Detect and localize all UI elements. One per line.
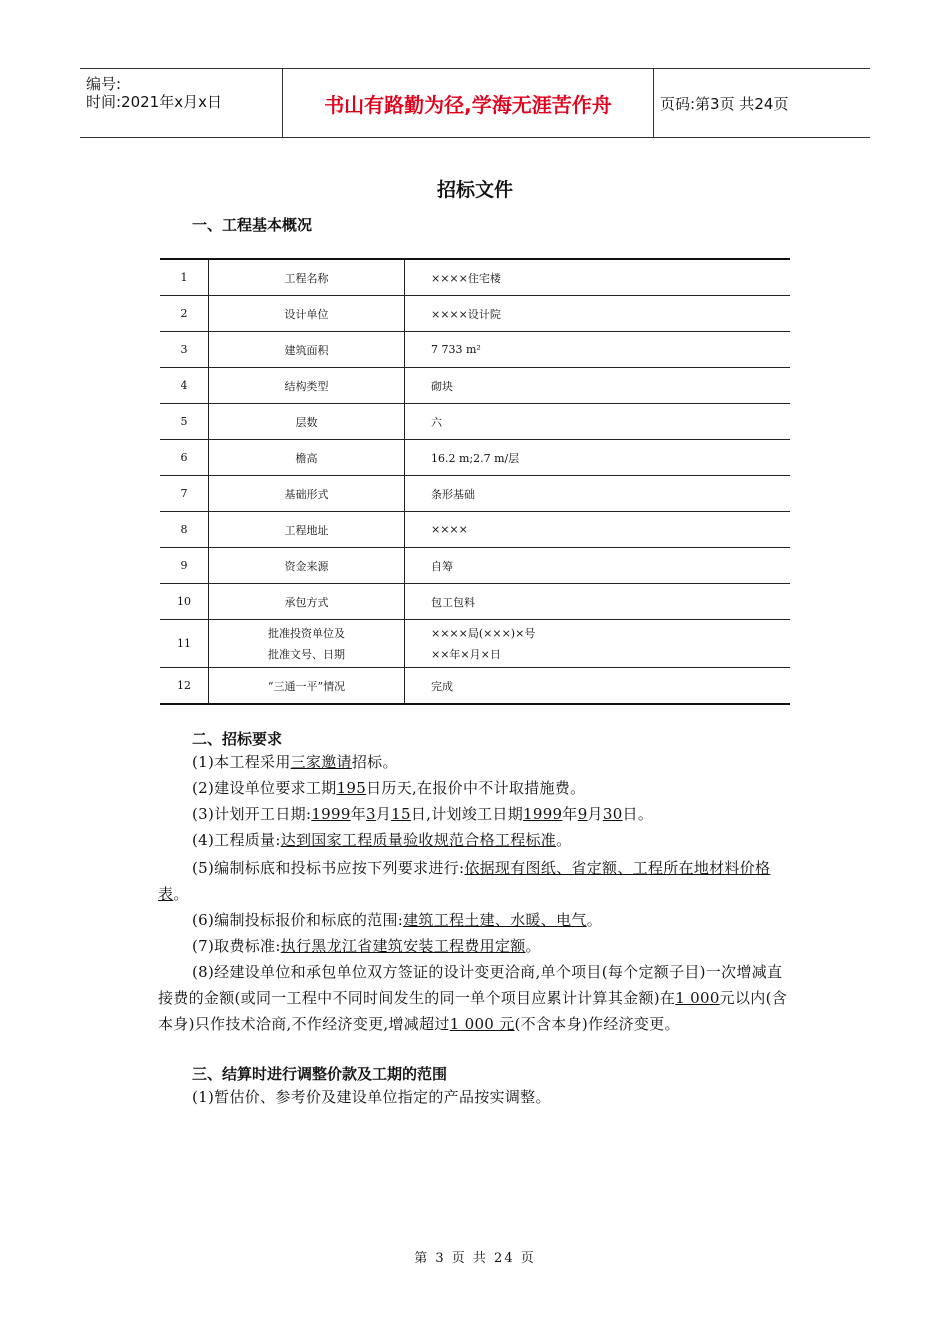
row-value: 自筹 (405, 548, 791, 584)
text: (4)工程质量: (192, 831, 281, 849)
row-item: 建筑面积 (209, 332, 405, 368)
section-heading-settlement: 三、结算时进行调整价款及工期的范围 (192, 1065, 448, 1083)
text: 。 (173, 885, 189, 903)
row-number: 10 (160, 584, 209, 620)
row-value: 16.2 m;2.7 m/层 (405, 440, 791, 476)
underlined-text: 执行黑龙江省建筑安装工程费用定额 (280, 937, 526, 955)
text: 月 (587, 805, 603, 823)
table-row (160, 584, 790, 620)
row-item: 层数 (209, 404, 405, 440)
row-value: ××××住宅楼 (405, 259, 791, 296)
row-value: 条形基础 (405, 476, 791, 512)
header-band (80, 68, 870, 138)
row-value (405, 620, 791, 668)
table-row (160, 332, 790, 368)
row-number: 5 (160, 404, 209, 440)
row-value: 7 733 m² (405, 332, 791, 368)
text: 。 (586, 911, 603, 929)
underlined-text: 30 (602, 805, 623, 823)
text: 年 (562, 805, 578, 823)
text: 。 (556, 831, 572, 849)
row-item (209, 620, 405, 668)
table-row (160, 668, 790, 705)
requirement-paragraph (158, 749, 790, 775)
underlined-text: 达到国家工程质量验收规范合格工程标准 (280, 831, 557, 849)
underlined-text: 15 (391, 805, 411, 823)
text: 日,计划竣工日期 (410, 805, 524, 823)
requirement-paragraph (158, 801, 790, 827)
row-value-line: ××××局(×××)×号 (431, 626, 536, 640)
settlement-paragraph: (1)暂估价、参考价及建设单位指定的产品按实调整。 (192, 1088, 551, 1106)
requirement-paragraph (158, 827, 790, 853)
row-item: 工程地址 (209, 512, 405, 548)
text: 日。 (622, 805, 654, 823)
table-row (160, 512, 790, 548)
header-motto: 书山有路勤为径,学海无涯苦作舟 (283, 69, 654, 137)
underlined-text: 1 000 元 (449, 1015, 515, 1033)
text: (3)计划开工日期: (192, 805, 312, 823)
row-number: 11 (160, 620, 209, 668)
row-value: 完成 (405, 668, 791, 705)
row-number: 1 (160, 259, 209, 296)
text: 招标。 (351, 753, 398, 771)
row-number: 6 (160, 440, 209, 476)
row-number: 9 (160, 548, 209, 584)
row-item: 资金来源 (209, 548, 405, 584)
text: 月 (375, 805, 392, 823)
row-item: “三通一平”情况 (209, 668, 405, 705)
row-item: 设计单位 (209, 296, 405, 332)
table-row (160, 440, 790, 476)
table-row (160, 620, 790, 668)
row-number: 7 (160, 476, 209, 512)
row-value: 包工包料 (405, 584, 791, 620)
table-row (160, 259, 790, 296)
row-number: 8 (160, 512, 209, 548)
text: (1)本工程采用 (192, 753, 291, 771)
row-item: 工程名称 (209, 259, 405, 296)
header-page-info: 页码:第3页 共24页 (660, 94, 789, 113)
table-row (160, 476, 790, 512)
underlined-text: 依据现有图纸、省定额、工程所在地材料价格表 (158, 859, 771, 903)
underlined-text: 1 000 (675, 989, 720, 1007)
row-item-line: 批准投资单位及 (268, 626, 345, 640)
document-number-label: 编号: (86, 75, 122, 93)
text: 日历天,在报价中不计取措施费。 (366, 779, 586, 797)
section-heading-overview: 一、工程基本概况 (192, 216, 313, 234)
row-item: 结构类型 (209, 368, 405, 404)
text: (2)建设单位要求工期 (192, 779, 337, 797)
row-number: 3 (160, 332, 209, 368)
underlined-text: 9 (577, 805, 588, 823)
row-value-line: ××年×月×日 (431, 647, 501, 661)
text: (5)编制标底和投标书应按下列要求进行: (192, 859, 465, 877)
requirement-paragraph (158, 933, 790, 959)
row-value: 六 (405, 404, 791, 440)
table-row (160, 548, 790, 584)
text: (不含本身)作经济变更。 (514, 1015, 680, 1033)
row-item: 承包方式 (209, 584, 405, 620)
row-number: 12 (160, 668, 209, 705)
table-row (160, 404, 790, 440)
row-item-line: 批准文号、日期 (268, 647, 345, 661)
underlined-text: 1999 (311, 805, 351, 823)
text: 。 (525, 937, 541, 955)
row-value: ××××设计院 (405, 296, 791, 332)
row-number: 4 (160, 368, 209, 404)
text: (8)经建设单位和承包单位双方签证的设计变更洽商,单个项目(每个定额子目)一次增减直接费的金额(或同一工程中不同时间发生的同一单个项目应累计计算其金额)在 (158, 963, 783, 1007)
requirement-paragraph (158, 907, 790, 933)
row-value: 砌块 (405, 368, 791, 404)
document-time-label: 时间:2021年x月x日 (86, 93, 222, 111)
row-value: ×××× (405, 512, 791, 548)
table-row (160, 296, 790, 332)
table-row (160, 368, 790, 404)
underlined-text: 1999 (523, 805, 563, 823)
underlined-text: 三家邀请 (290, 753, 352, 771)
project-overview-table (160, 258, 790, 705)
text: 年 (350, 805, 366, 823)
section-heading-requirements: 二、招标要求 (192, 730, 283, 748)
document-title: 招标文件 (436, 179, 513, 201)
underlined-text: 3 (366, 805, 376, 823)
requirement-paragraph (158, 959, 790, 1037)
text: 元以内(含本身)只作技术洽商,不作经济变更,增减超过 (158, 989, 788, 1033)
underlined-text: 195 (336, 779, 367, 797)
row-item: 檐高 (209, 440, 405, 476)
header-meta (80, 69, 283, 137)
page-footer: 第 3 页 共 24 页 (414, 1251, 536, 1266)
underlined-text: 建筑工程土建、水暖、电气 (403, 911, 587, 929)
row-number: 2 (160, 296, 209, 332)
text: (7)取费标准: (192, 937, 281, 955)
requirement-paragraph (158, 775, 790, 801)
requirement-paragraph (158, 855, 790, 907)
text: (6)编制投标报价和标底的范围: (192, 911, 404, 929)
row-item: 基础形式 (209, 476, 405, 512)
